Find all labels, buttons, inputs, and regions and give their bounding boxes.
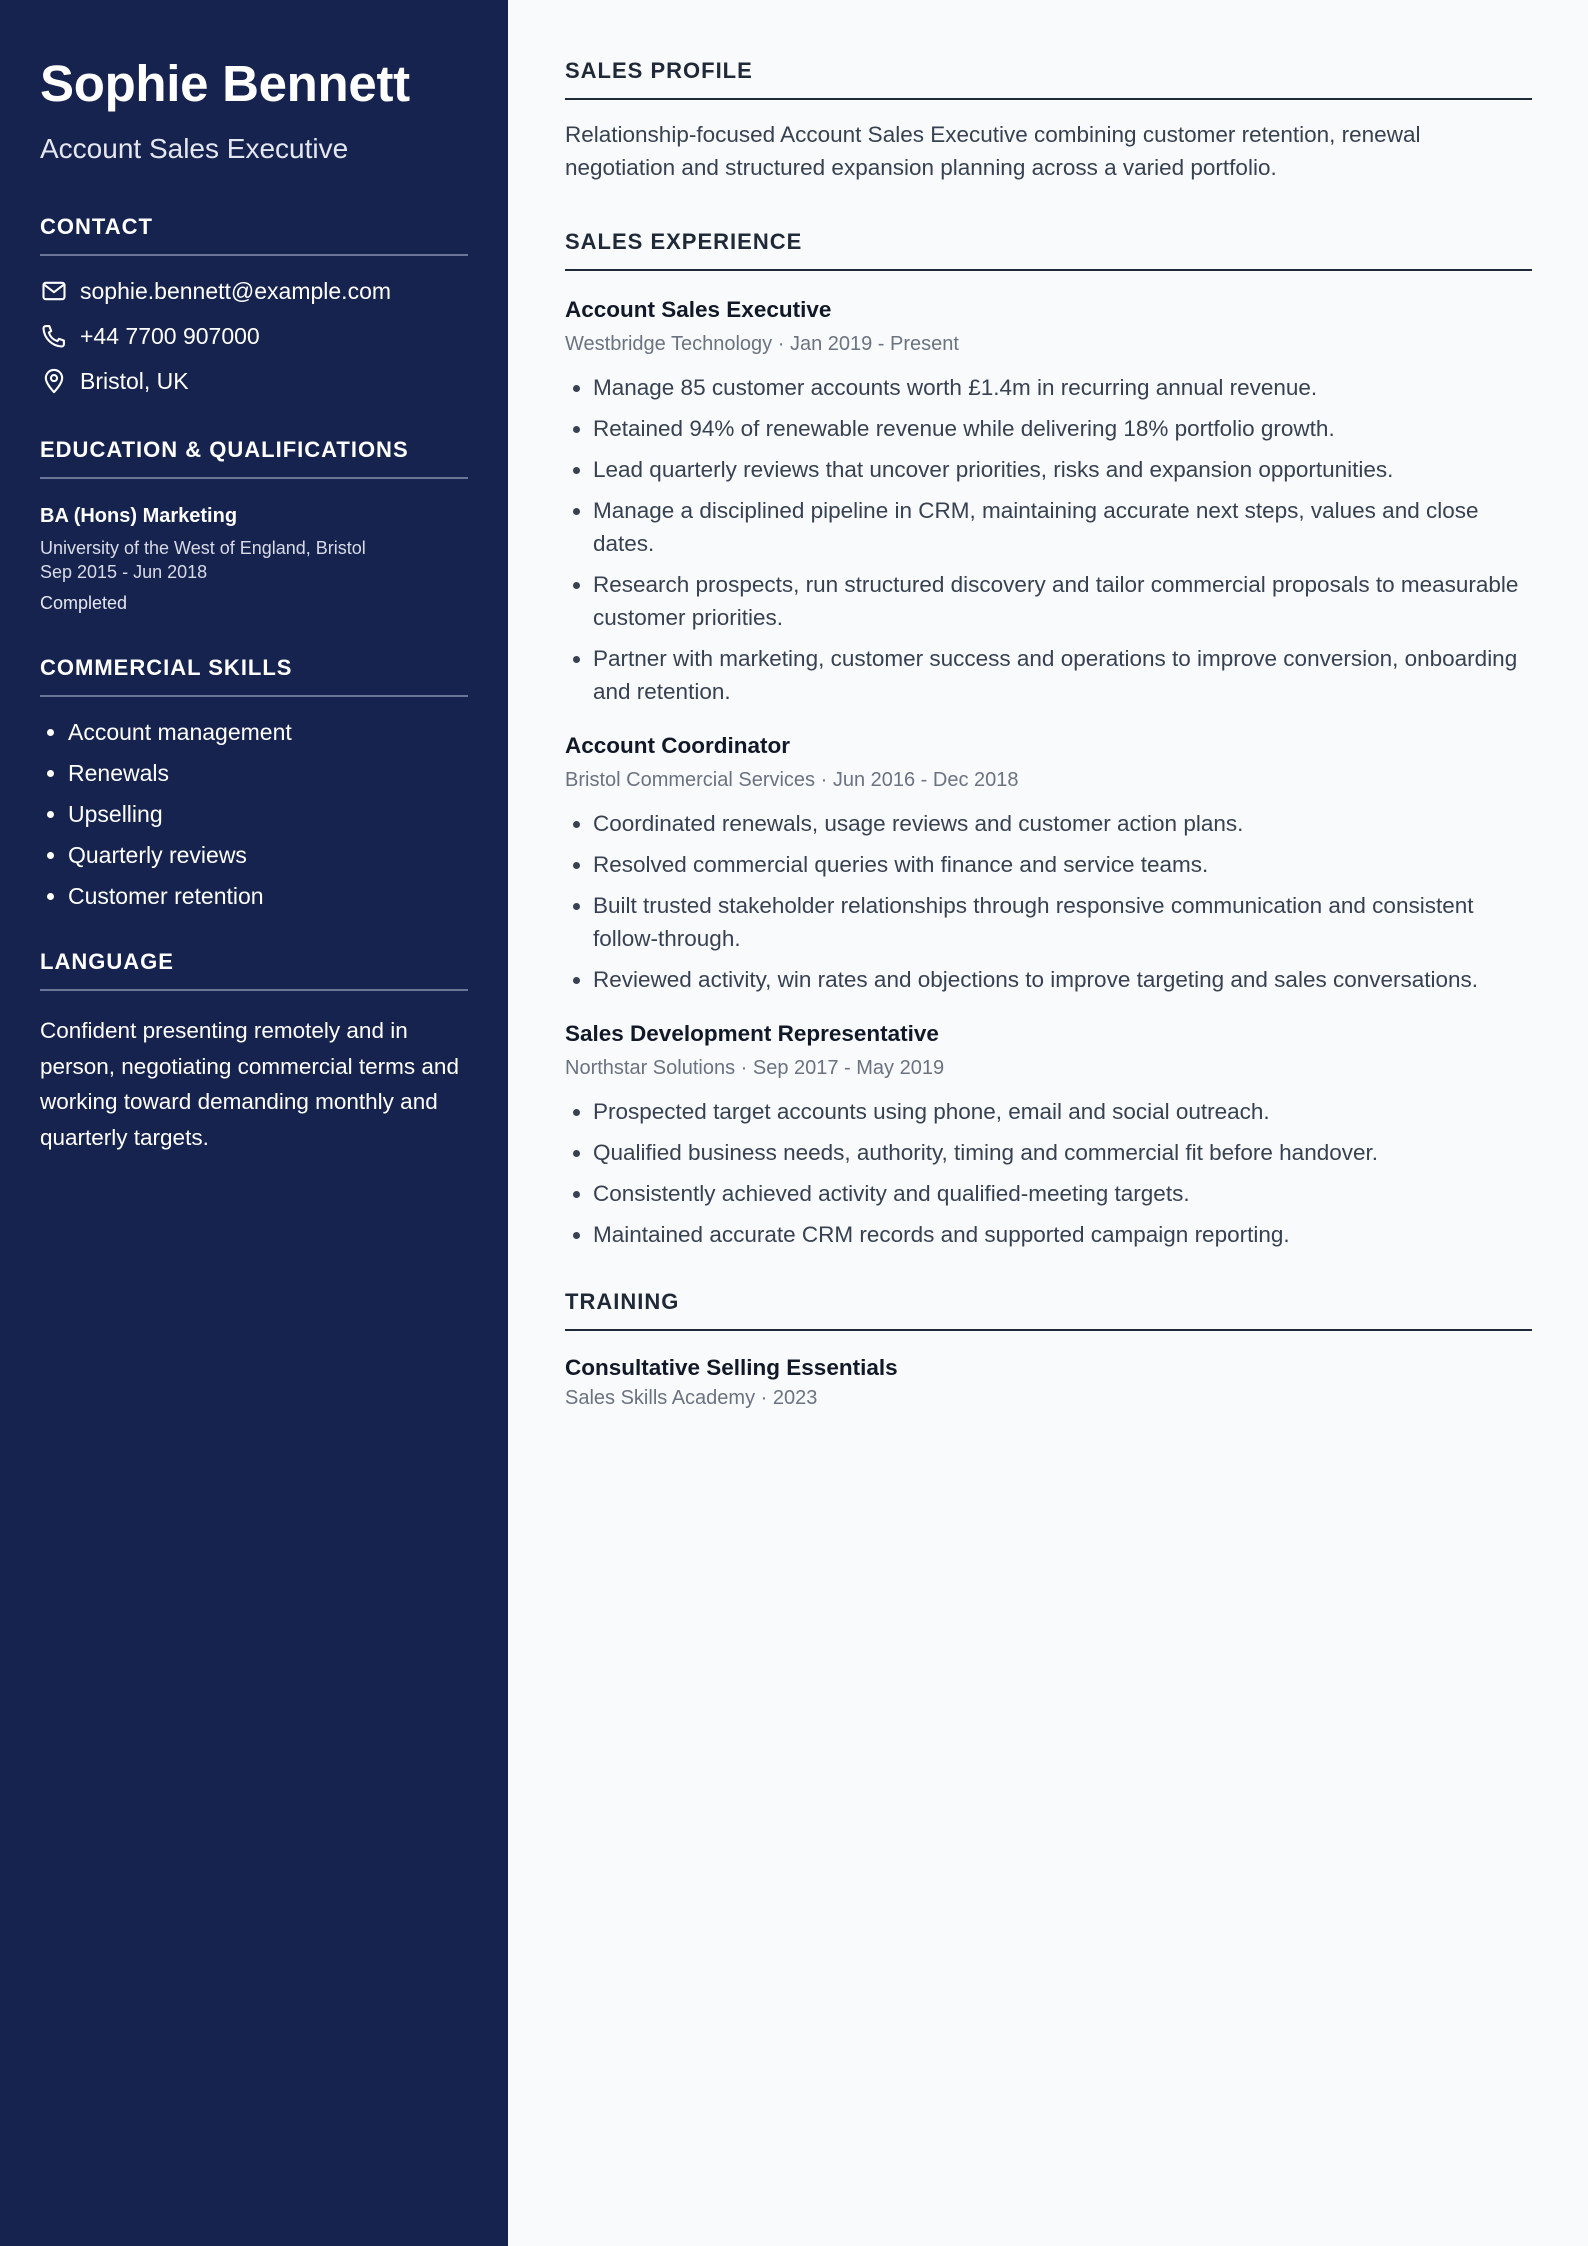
contact-email-text: sophie.bennett@example.com (80, 278, 392, 304)
skills-section (40, 655, 468, 911)
job-title: Account Coordinator (565, 733, 790, 758)
contact-section (40, 214, 468, 396)
job-bullet: • Lead quarterly reviews that uncover priorities, risks and expansion opportunities. (593, 453, 1532, 486)
language-heading: LANGUAGE (40, 949, 468, 991)
skill-item: • Renewals (68, 758, 468, 788)
job-bullet: • Resolved commercial queries with finance and service teams. (593, 848, 1532, 881)
job-bullet: • Prospected target accounts using phone, email and social outreach. (593, 1095, 1532, 1128)
contact-location (40, 366, 468, 396)
job-bullet: • Research prospects, run structured discovery and tailor commercial proposals to measurable customer priorities. (593, 568, 1532, 634)
job-bullet: • Partner with marketing, customer success and operations to improve conversion, onboarding and retention. (593, 642, 1532, 708)
profile-heading: SALES PROFILE (565, 58, 1532, 100)
training-heading: TRAINING (565, 1289, 1532, 1331)
job-meta: Westbridge Technology · Jan 2019 - Present (565, 333, 959, 355)
skill-item: • Customer retention (68, 881, 468, 911)
course-entry (565, 1353, 1532, 1411)
job-meta: Bristol Commercial Services · Jun 2016 - Dec 2018 (565, 769, 1019, 791)
course-meta: Sales Skills Academy · 2023 (565, 1387, 818, 1409)
main-content (508, 0, 1588, 2246)
mail-icon (40, 277, 68, 305)
job-entry (565, 295, 1532, 708)
phone-icon (40, 322, 68, 350)
skill-item: • Upselling (68, 799, 468, 829)
sidebar (0, 0, 508, 2246)
skill-item: • Quarterly reviews (68, 840, 468, 870)
language-text: Confident presenting remotely and in person, negotiating commercial terms and working toward demanding monthly and quarterly targets. (40, 1018, 459, 1150)
skills-list (40, 717, 468, 911)
job-bullet: • Reviewed activity, win rates and objections to improve targeting and sales conversations. (593, 963, 1532, 996)
contact-email[interactable] (40, 276, 468, 306)
job-bullet: • Built trusted stakeholder relationships through responsive communication and consistent follow-through. (593, 889, 1532, 955)
profile-text: Relationship-focused Account Sales Executive combining customer retention, renewal negotiation and structured expansion planning across a varied portfolio. (565, 122, 1421, 180)
contact-heading: CONTACT (40, 214, 468, 256)
location-pin-icon (40, 367, 68, 395)
candidate-name: Sophie Bennett (40, 55, 410, 112)
education-degree: BA (Hons) Marketing (40, 505, 238, 527)
job-bullet: • Manage a disciplined pipeline in CRM, maintaining accurate next steps, values and close dates. (593, 494, 1532, 560)
job-bullet: • Retained 94% of renewable revenue while delivering 18% portfolio growth. (593, 412, 1532, 445)
job-entry (565, 1019, 1532, 1251)
contact-phone[interactable] (40, 321, 468, 351)
contact-list (40, 276, 468, 396)
job-bullet: • Manage 85 customer accounts worth £1.4m in recurring annual revenue. (593, 371, 1532, 404)
training-section (565, 1289, 1532, 1411)
job-title: Sales Development Representative (565, 1021, 939, 1046)
contact-location-text: Bristol, UK (80, 368, 189, 394)
profile-section (565, 58, 1532, 184)
job-bullets (565, 1095, 1532, 1251)
language-section (40, 949, 468, 1155)
job-bullets (565, 371, 1532, 708)
experience-heading: SALES EXPERIENCE (565, 229, 1532, 271)
education-section (40, 437, 468, 615)
education-status: Completed (40, 593, 128, 613)
contact-phone-text: +44 7700 907000 (80, 323, 260, 349)
skills-heading: COMMERCIAL SKILLS (40, 655, 468, 697)
skill-item: • Account management (68, 717, 468, 747)
job-bullets (565, 807, 1532, 996)
candidate-title: Account Sales Executive (40, 133, 349, 164)
job-meta: Northstar Solutions · Sep 2017 - May 2019 (565, 1057, 945, 1079)
job-bullet: • Maintained accurate CRM records and supported campaign reporting. (593, 1218, 1532, 1251)
job-entry (565, 731, 1532, 996)
education-dates: Sep 2015 - Jun 2018 (40, 562, 208, 582)
education-school: University of the West of England, Bristol (40, 538, 366, 558)
job-bullet: • Qualified business needs, authority, timing and commercial fit before handover. (593, 1136, 1532, 1169)
course-title: Consultative Selling Essentials (565, 1355, 898, 1380)
job-title: Account Sales Executive (565, 297, 832, 322)
experience-section (565, 229, 1532, 1251)
job-bullet: • Consistently achieved activity and qualified-meeting targets. (593, 1177, 1532, 1210)
education-heading: EDUCATION & QUALIFICATIONS (40, 437, 468, 479)
job-bullet: • Coordinated renewals, usage reviews and customer action plans. (593, 807, 1532, 840)
